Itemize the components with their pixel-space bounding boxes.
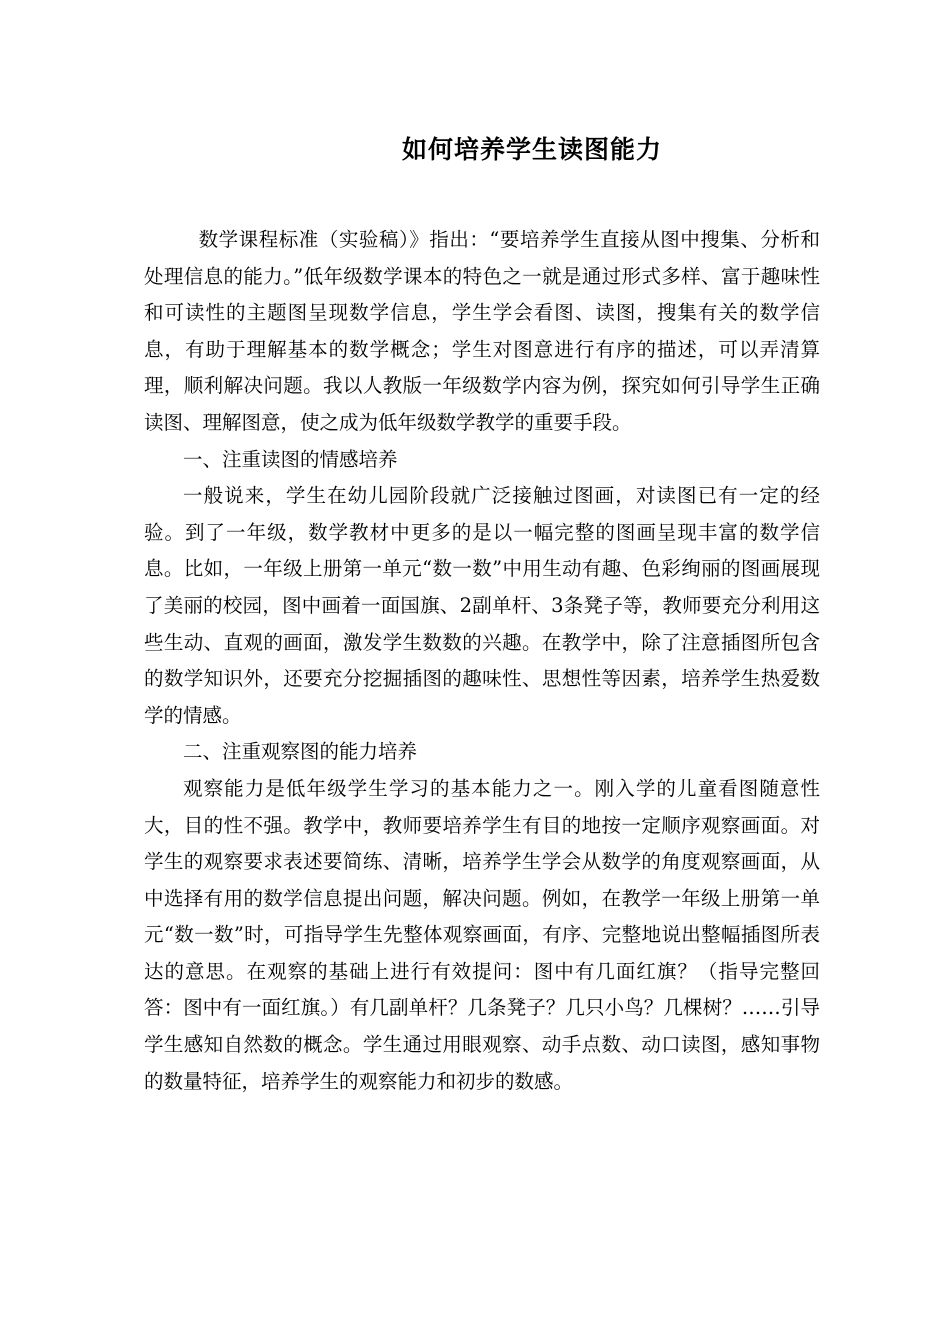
section-2-heading: 二、注重观察图的能力培养 — [183, 740, 418, 764]
section-1-paragraph: 一般说来，学生在幼儿园阶段就广泛接触过图画，对读图已有一定的经验。到了一年级，数学教材中更多的是以一幅完整的图画呈现丰富的数学信息。比如，一年级上册第一单元“数一数”中用生动有趣、色彩绚丽的图画展现了美丽的校园，图中画着一面国旗、2副单杆、3条凳子等，教师要充分利用这些生动、直观的画面，激发学生数数的兴趣。在教学中，除了注意插图所包含的数学知识外，还要充分挖掘插图的趣味性、思想性等因素，培养学生热爱数学的情感。 — [144, 484, 820, 727]
intro-paragraph: 数学课程标准（实验稿）》指出：“要培养学生直接从图中搜集、分析和处理信息的能力。”低年级数学课本的特色之一就是通过形式多样、富于趣味性和可读性的主题图呈现数学信息，学生学会看图、读图，搜集有关的数学信息，有助于理解基本的数学概念；学生对图意进行有序的描述，可以弄清算理，顺利解决问题。我以人教版一年级数学内容为例，探究如何引导学生正确读图、理解图意，使之成为低年级数学教学的重要手段。 — [144, 228, 820, 434]
document-title: 如何培养学生读图能力 — [401, 135, 662, 164]
section-2-paragraph: 观察能力是低年级学生学习的基本能力之一。刚入学的儿童看图随意性大，目的性不强。教学中，教师要培养学生有目的地按一定顺序观察画面。对学生的观察要求表述要简练、清晰，培养学生学会从数学的角度观察画面，从中选择有用的数学信息提出问题，解决问题。例如，在教学一年级上册第一单元“数一数”时，可指导学生先整体观察画面，有序、完整地说出整幅插图所表达的意思。在观察的基础上进行有效提问：图中有几面红旗？（指导完整回答：图中有一面红旗。）有几副单杆？几条凳子？几只小鸟？几棵树？……引导学生感知自然数的概念。学生通过用眼观察、动手点数、动口读图，感知事物的数量特征，培养学生的观察能力和初步的数感。 — [144, 776, 820, 1093]
section-1-heading: 一、注重读图的情感培养 — [183, 447, 398, 471]
document-body — [144, 222, 820, 1100]
